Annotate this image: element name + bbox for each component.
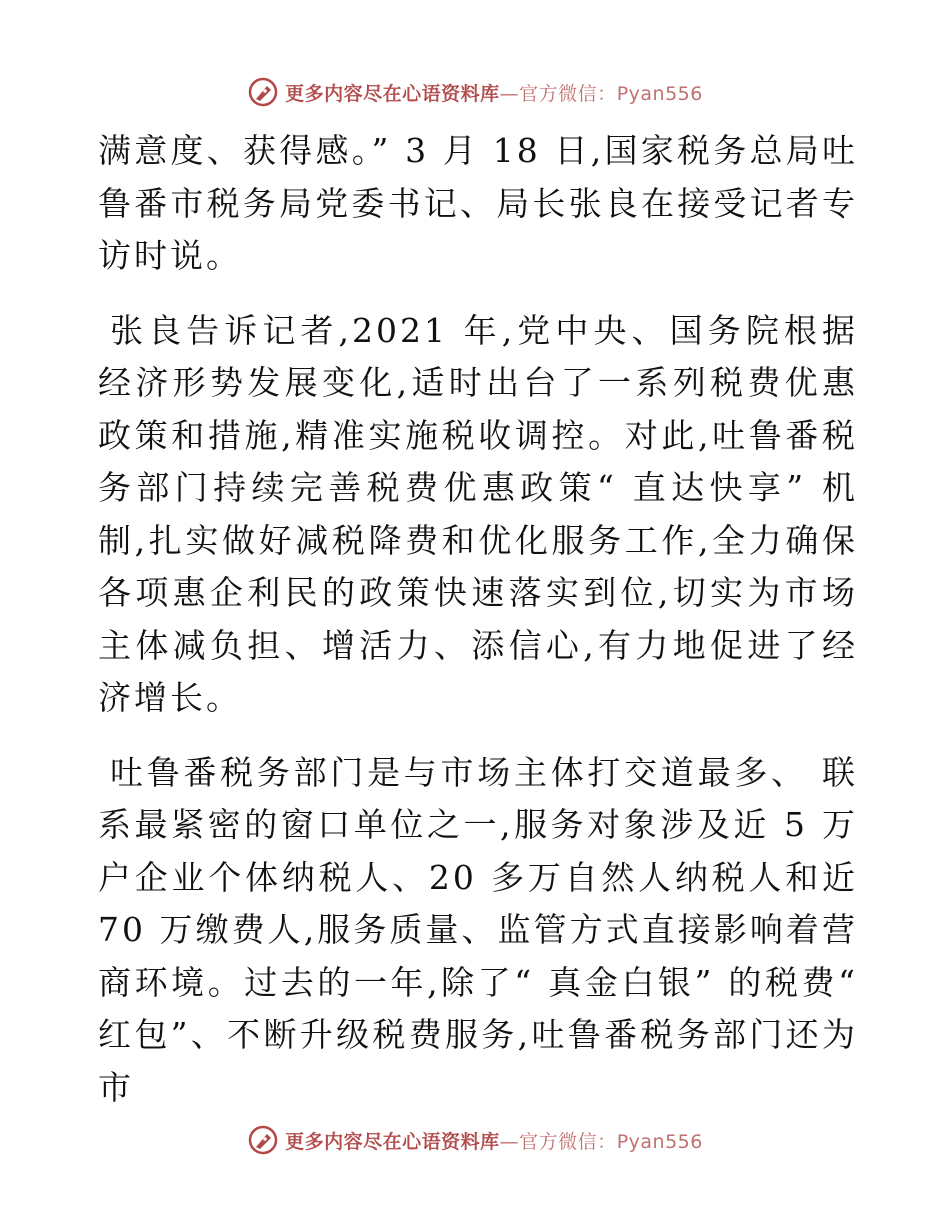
- paragraph-1: 满意度、获得感。” 3 月 18 日,国家税务总局吐鲁番市税务局党委书记、局长张良在接受记者专访时说。: [98, 131, 858, 275]
- watermark-account: Pyan556: [616, 82, 703, 105]
- watermark-label: 官方微信：: [519, 82, 617, 105]
- watermark-separator: —: [499, 82, 520, 105]
- watermark-label: 官方微信：: [519, 1130, 617, 1153]
- footer-watermark: [0, 1120, 950, 1160]
- pen-nib-logo-icon: [247, 1124, 279, 1156]
- pen-nib-logo-icon: [247, 76, 279, 108]
- watermark-separator: —: [499, 1130, 520, 1153]
- header-watermark: [0, 72, 950, 112]
- document-body: [98, 125, 858, 1136]
- watermark-brand: 更多内容尽在心语资料库: [285, 82, 500, 105]
- paragraph-3: 吐鲁番税务部门是与市场主体打交道最多、 联系最紧密的窗口单位之一,服务对象涉及近 5 万户企业个体纳税人、20 多万自然人纳税人和近 70 万缴费人,服务质量、监管方式直接影响着营商环境。过去的一年,除了“ 真金白银” 的税费“ 红包”、不断升级税费服务,吐鲁番税务部门还为市: [98, 752, 858, 1107]
- watermark-brand: 更多内容尽在心语资料库: [285, 1130, 500, 1153]
- watermark-text: [285, 1127, 703, 1154]
- watermark-text: [285, 79, 703, 106]
- paragraph-2: 张良告诉记者,2021 年,党中央、国务院根据经济形势发展变化,适时出台了一系列税费优惠政策和措施,精准实施税收调控。对此,吐鲁番税务部门持续完善税费优惠政策“ 直达快享” 机制,扎实做好减税降费和优化服务工作,全力确保各项惠企利民的政策快速落实到位,切实为市场主体减负担、增活力、添信心,有力地促进了经济增长。: [98, 310, 858, 717]
- watermark-account: Pyan556: [616, 1130, 703, 1153]
